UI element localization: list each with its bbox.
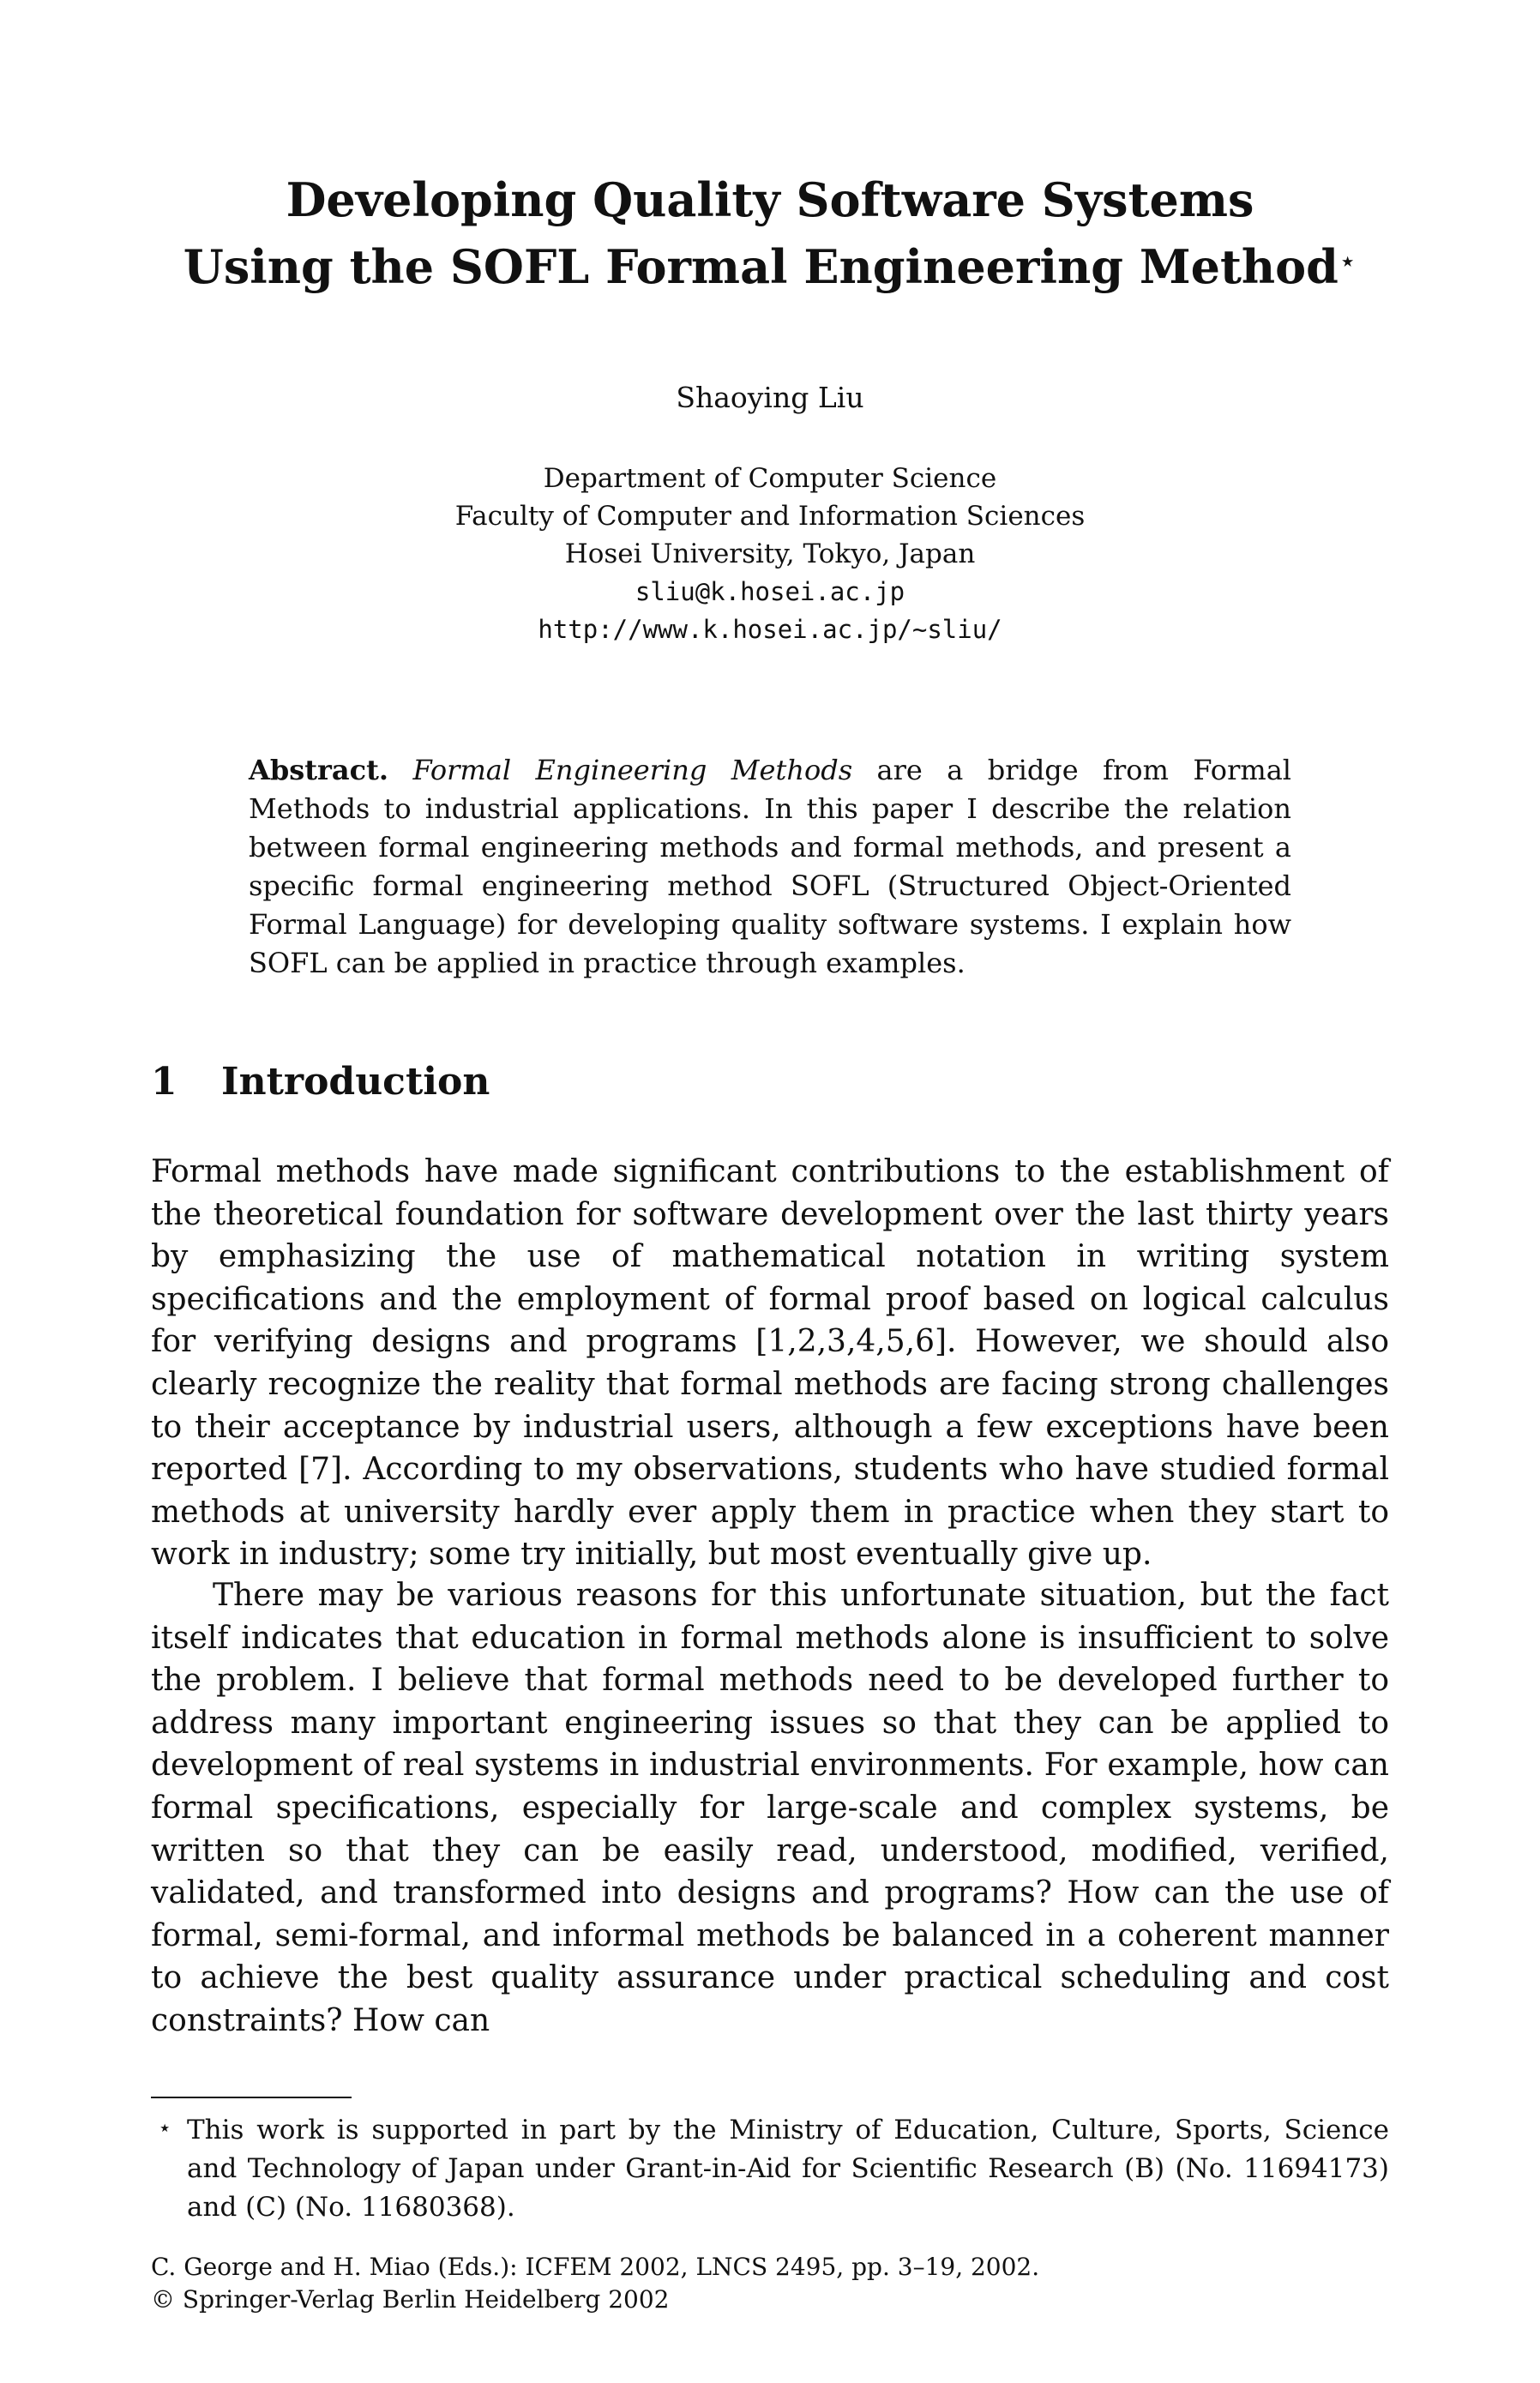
section-heading	[151, 1058, 490, 1106]
abstract	[249, 751, 1291, 983]
title-footnote-mark: ⋆	[1338, 244, 1357, 279]
footnote-mark: ⋆	[158, 2115, 172, 2141]
paragraph-2: There may be various reasons for this unfortunate situation, but the fact itself indicates that education in formal methods alone is insufficient to solve the problem. I believe that formal methods need to be developed further to address many important engineering issues so that they can be applied to development of real systems in industrial environments. For example, how can formal specifications, especially for large-scale and complex systems, be written so that they can be easily read, understood, modified, verified, validated, and transformed into designs and programs? How can the use of formal, semi-formal, and informal methods be balanced in a coherent manner to achieve the best quality assurance under practical scheduling and cost constraints? How can	[151, 1578, 1389, 2038]
author-url[interactable]: http://www.k.hosei.ac.jp/~sliu/	[538, 615, 1002, 644]
publication-copyright: © Springer-Verlag Berlin Heidelberg 2002	[151, 2285, 670, 2314]
abstract-label: Abstract.	[249, 754, 388, 786]
affiliation-faculty: Faculty of Computer and Information Sciences	[454, 501, 1086, 532]
title-line-2	[129, 238, 1411, 295]
publication-citation: C. George and H. Miao (Eds.): ICFEM 2002, LNCS 2495, pp. 3–19, 2002.	[151, 2253, 1040, 2281]
abstract-text: are a bridge from Formal Methods to industrial applications. In this paper I describe the relation between formal engineering methods and formal methods, and present a specific formal engineering method SOFL (Structured Object-Oriented Formal Language) for developing quality software systems. I explain how SOFL can be applied in practice through examples.	[249, 754, 1292, 979]
paragraph-1: Formal methods have made significant contributions to the establishment of the theoretical foundation for software development over the last thirty years by emphasizing the use of mathematical notation in writing system specifications and the employment of formal proof based on logical calculus for verifying designs and programs [1,2,3,4,5,6]. However, we should also clearly recognize the reality that formal methods are facing strong challenges to their acceptance by industrial users, although a few exceptions have been reported [7]. According to my observations, students who have studied formal methods at university hardly ever apply them in practice when they start to work in industry; some try initially, but most eventually give up.	[151, 1154, 1389, 1573]
section-number: 1	[151, 1060, 177, 1104]
author-name: Shaoying Liu	[676, 381, 864, 414]
title-line-1-text: Developing Quality Software Systems	[286, 172, 1254, 227]
affiliation-university: Hosei University, Tokyo, Japan	[564, 539, 976, 569]
abstract-emphasis: Formal Engineering Methods	[412, 754, 853, 786]
footnote	[151, 2111, 1389, 2227]
title-line-2-text: Using the SOFL Formal Engineering Method	[183, 239, 1338, 294]
section-title: Introduction	[221, 1060, 490, 1104]
author-email[interactable]: sliu@k.hosei.ac.jp	[635, 577, 905, 606]
footnote-rule	[151, 2097, 352, 2098]
affiliation-dept: Department of Computer Science	[543, 463, 997, 494]
footnote-text: This work is supported in part by the Ministry of Education, Culture, Sports, Science and Technology of Japan under Grant-in-Aid for Scientific Research (B) (No. 11694173) and (C) (No. 11680368).	[187, 2115, 1389, 2223]
title-line-1	[129, 172, 1411, 228]
